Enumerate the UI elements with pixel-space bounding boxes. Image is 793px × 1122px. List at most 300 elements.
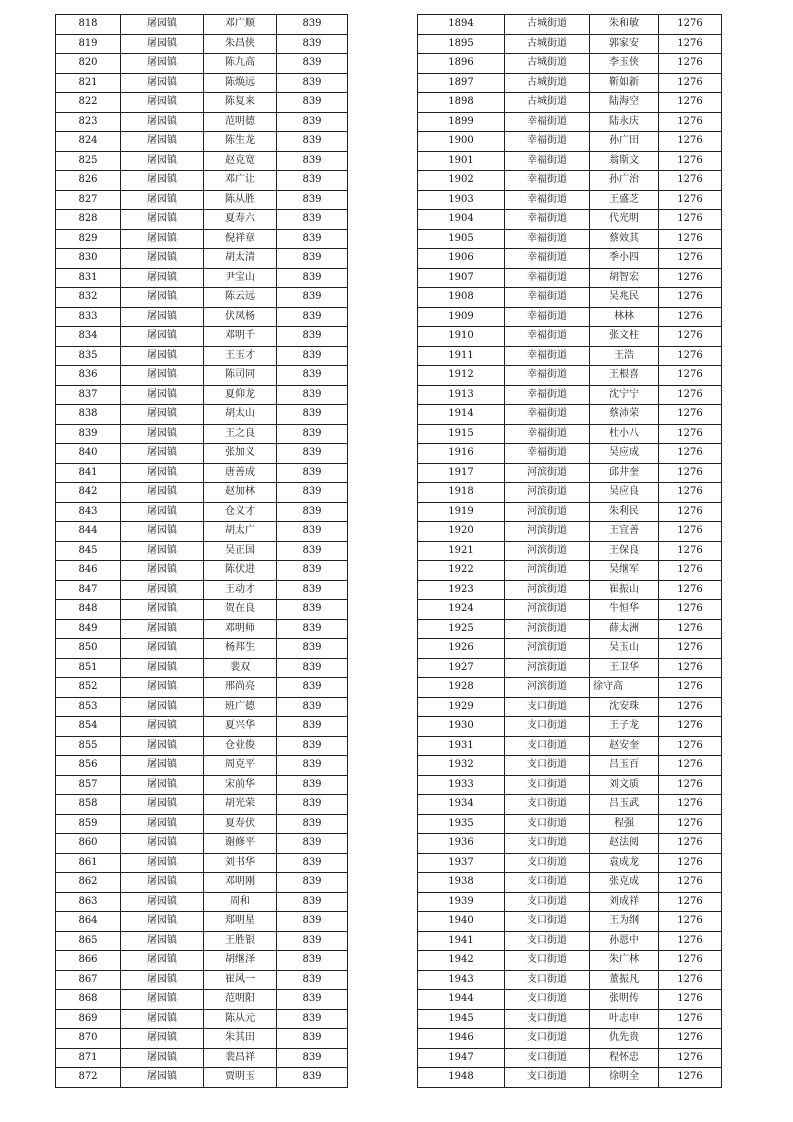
person-name-cell: 陆永庆 xyxy=(590,112,659,132)
amount-cell: 1276 xyxy=(659,541,722,561)
amount-cell: 839 xyxy=(277,697,348,717)
town-cell: 幸福街道 xyxy=(505,112,590,132)
serial-number-cell: 1918 xyxy=(418,483,505,503)
table-row xyxy=(56,678,348,698)
table-row xyxy=(56,327,348,347)
town-cell: 屠园镇 xyxy=(121,463,204,483)
amount-cell: 1276 xyxy=(659,639,722,659)
serial-number-cell: 1910 xyxy=(418,327,505,347)
table-row xyxy=(56,93,348,113)
amount-cell: 1276 xyxy=(659,15,722,35)
table-row xyxy=(418,561,722,581)
table-row xyxy=(418,990,722,1010)
person-name-cell: 王动才 xyxy=(204,580,277,600)
town-cell: 屠园镇 xyxy=(121,307,204,327)
person-name-cell: 叶志申 xyxy=(590,1009,659,1029)
serial-number-cell: 1899 xyxy=(418,112,505,132)
serial-number-cell: 1898 xyxy=(418,93,505,113)
amount-cell: 839 xyxy=(277,34,348,54)
town-cell: 屠园镇 xyxy=(121,639,204,659)
serial-number-cell: 1938 xyxy=(418,873,505,893)
serial-number-cell: 1925 xyxy=(418,619,505,639)
person-name-cell: 胡太山 xyxy=(204,405,277,425)
person-name-cell: 程怀忠 xyxy=(590,1048,659,1068)
table-row xyxy=(56,132,348,152)
town-cell: 支口街道 xyxy=(505,1048,590,1068)
serial-number-cell: 1924 xyxy=(418,600,505,620)
town-cell: 河滨街道 xyxy=(505,522,590,542)
amount-cell: 839 xyxy=(277,931,348,951)
town-cell: 幸福街道 xyxy=(505,385,590,405)
serial-number-cell: 1929 xyxy=(418,697,505,717)
town-cell: 屠园镇 xyxy=(121,327,204,347)
person-name-cell: 尹宝山 xyxy=(204,268,277,288)
table-row xyxy=(418,151,722,171)
amount-cell: 1276 xyxy=(659,853,722,873)
serial-number-cell: 850 xyxy=(56,639,121,659)
serial-number-cell: 857 xyxy=(56,775,121,795)
town-cell: 屠园镇 xyxy=(121,502,204,522)
table-row xyxy=(56,424,348,444)
table-row xyxy=(418,171,722,191)
serial-number-cell: 1920 xyxy=(418,522,505,542)
serial-number-cell: 1913 xyxy=(418,385,505,405)
person-name-cell: 杜小八 xyxy=(590,424,659,444)
serial-number-cell: 858 xyxy=(56,795,121,815)
amount-cell: 1276 xyxy=(659,502,722,522)
table-row xyxy=(418,34,722,54)
town-cell: 支口街道 xyxy=(505,756,590,776)
serial-number-cell: 826 xyxy=(56,171,121,191)
serial-number-cell: 1907 xyxy=(418,268,505,288)
person-name-cell: 孙恩中 xyxy=(590,931,659,951)
amount-cell: 839 xyxy=(277,1029,348,1049)
serial-number-cell: 1902 xyxy=(418,171,505,191)
town-cell: 屠园镇 xyxy=(121,970,204,990)
town-cell: 屠园镇 xyxy=(121,814,204,834)
serial-number-cell: 834 xyxy=(56,327,121,347)
table-row xyxy=(56,990,348,1010)
serial-number-cell: 1908 xyxy=(418,288,505,308)
amount-cell: 839 xyxy=(277,756,348,776)
town-cell: 屠园镇 xyxy=(121,1009,204,1029)
table-row xyxy=(56,210,348,230)
town-cell: 支口街道 xyxy=(505,834,590,854)
table-row xyxy=(418,249,722,269)
person-name-cell: 陈司同 xyxy=(204,366,277,386)
person-name-cell: 赵克宽 xyxy=(204,151,277,171)
table-row xyxy=(56,619,348,639)
table-row xyxy=(418,756,722,776)
person-name-cell: 张明传 xyxy=(590,990,659,1010)
serial-number-cell: 1919 xyxy=(418,502,505,522)
town-cell: 屠园镇 xyxy=(121,366,204,386)
amount-cell: 839 xyxy=(277,600,348,620)
town-cell: 屠园镇 xyxy=(121,15,204,35)
serial-number-cell: 848 xyxy=(56,600,121,620)
table-row xyxy=(56,73,348,93)
person-name-cell: 胡光荣 xyxy=(204,795,277,815)
person-name-cell: 范明德 xyxy=(204,112,277,132)
serial-number-cell: 1935 xyxy=(418,814,505,834)
town-cell: 屠园镇 xyxy=(121,249,204,269)
person-name-cell: 刘成祥 xyxy=(590,892,659,912)
town-cell: 幸福街道 xyxy=(505,327,590,347)
amount-cell: 839 xyxy=(277,15,348,35)
town-cell: 幸福街道 xyxy=(505,268,590,288)
serial-number-cell: 1916 xyxy=(418,444,505,464)
person-name-cell: 翁斯文 xyxy=(590,151,659,171)
town-cell: 支口街道 xyxy=(505,1009,590,1029)
person-name-cell: 王子龙 xyxy=(590,717,659,737)
table-row xyxy=(56,756,348,776)
amount-cell: 839 xyxy=(277,151,348,171)
town-cell: 屠园镇 xyxy=(121,756,204,776)
person-name-cell: 夏寿六 xyxy=(204,210,277,230)
person-name-cell: 邓广顺 xyxy=(204,15,277,35)
person-name-cell: 陈云远 xyxy=(204,288,277,308)
table-row xyxy=(418,463,722,483)
amount-cell: 1276 xyxy=(659,288,722,308)
amount-cell: 839 xyxy=(277,54,348,74)
serial-number-cell: 853 xyxy=(56,697,121,717)
person-name-cell: 王保良 xyxy=(590,541,659,561)
amount-cell: 839 xyxy=(277,736,348,756)
amount-cell: 839 xyxy=(277,775,348,795)
town-cell: 幸福街道 xyxy=(505,288,590,308)
town-cell: 河滨街道 xyxy=(505,502,590,522)
table-row xyxy=(418,775,722,795)
amount-cell: 839 xyxy=(277,132,348,152)
amount-cell: 1276 xyxy=(659,249,722,269)
table-row xyxy=(56,541,348,561)
serial-number-cell: 831 xyxy=(56,268,121,288)
serial-number-cell: 846 xyxy=(56,561,121,581)
person-name-cell: 伏凤杨 xyxy=(204,307,277,327)
amount-cell: 839 xyxy=(277,424,348,444)
person-name-cell: 谢修平 xyxy=(204,834,277,854)
amount-cell: 839 xyxy=(277,249,348,269)
table-row xyxy=(418,912,722,932)
town-cell: 支口街道 xyxy=(505,1029,590,1049)
amount-cell: 1276 xyxy=(659,366,722,386)
table-row xyxy=(56,483,348,503)
town-cell: 屠园镇 xyxy=(121,444,204,464)
serial-number-cell: 820 xyxy=(56,54,121,74)
town-cell: 古城街道 xyxy=(505,15,590,35)
person-name-cell: 沈安珠 xyxy=(590,697,659,717)
serial-number-cell: 1926 xyxy=(418,639,505,659)
table-row xyxy=(418,444,722,464)
table-row xyxy=(418,112,722,132)
serial-number-cell: 821 xyxy=(56,73,121,93)
town-cell: 幸福街道 xyxy=(505,249,590,269)
amount-cell: 839 xyxy=(277,366,348,386)
serial-number-cell: 1912 xyxy=(418,366,505,386)
serial-number-cell: 870 xyxy=(56,1029,121,1049)
person-name-cell: 胡继泽 xyxy=(204,951,277,971)
table-row xyxy=(418,502,722,522)
serial-number-cell: 847 xyxy=(56,580,121,600)
town-cell: 屠园镇 xyxy=(121,775,204,795)
person-name-cell: 孙广田 xyxy=(590,132,659,152)
table-row xyxy=(418,483,722,503)
amount-cell: 1276 xyxy=(659,678,722,698)
town-cell: 幸福街道 xyxy=(505,229,590,249)
amount-cell: 839 xyxy=(277,346,348,366)
serial-number-cell: 1906 xyxy=(418,249,505,269)
town-cell: 河滨街道 xyxy=(505,619,590,639)
person-name-cell: 赵法阅 xyxy=(590,834,659,854)
table-row xyxy=(418,658,722,678)
amount-cell: 839 xyxy=(277,73,348,93)
amount-cell: 1276 xyxy=(659,405,722,425)
town-cell: 屠园镇 xyxy=(121,132,204,152)
person-name-cell: 朱利民 xyxy=(590,502,659,522)
person-name-cell: 赵加林 xyxy=(204,483,277,503)
town-cell: 屠园镇 xyxy=(121,678,204,698)
town-cell: 支口街道 xyxy=(505,1068,590,1088)
amount-cell: 1276 xyxy=(659,385,722,405)
amount-cell: 1276 xyxy=(659,658,722,678)
amount-cell: 1276 xyxy=(659,814,722,834)
town-cell: 屠园镇 xyxy=(121,990,204,1010)
town-cell: 支口街道 xyxy=(505,814,590,834)
table-row xyxy=(418,327,722,347)
table-row xyxy=(56,171,348,191)
table-row xyxy=(56,912,348,932)
town-cell: 屠园镇 xyxy=(121,229,204,249)
serial-number-cell: 1901 xyxy=(418,151,505,171)
amount-cell: 1276 xyxy=(659,600,722,620)
person-name-cell: 邓明千 xyxy=(204,327,277,347)
table-row xyxy=(56,853,348,873)
table-row xyxy=(418,385,722,405)
person-name-cell: 裴昌祥 xyxy=(204,1048,277,1068)
table-row xyxy=(418,580,722,600)
amount-cell: 839 xyxy=(277,463,348,483)
table-row xyxy=(418,1009,722,1029)
amount-cell: 839 xyxy=(277,619,348,639)
person-name-cell: 王为纲 xyxy=(590,912,659,932)
person-name-cell: 王玉才 xyxy=(204,346,277,366)
table-row xyxy=(418,639,722,659)
table-row xyxy=(418,346,722,366)
serial-number-cell: 1930 xyxy=(418,717,505,737)
amount-cell: 839 xyxy=(277,93,348,113)
table-row xyxy=(418,307,722,327)
left-table xyxy=(55,14,348,1088)
person-name-cell: 宋前华 xyxy=(204,775,277,795)
town-cell: 幸福街道 xyxy=(505,151,590,171)
serial-number-cell: 819 xyxy=(56,34,121,54)
amount-cell: 1276 xyxy=(659,834,722,854)
amount-cell: 1276 xyxy=(659,1009,722,1029)
amount-cell: 839 xyxy=(277,405,348,425)
person-name-cell: 张加义 xyxy=(204,444,277,464)
serial-number-cell: 833 xyxy=(56,307,121,327)
table-row xyxy=(56,366,348,386)
amount-cell: 839 xyxy=(277,522,348,542)
table-row xyxy=(418,951,722,971)
person-name-cell: 邓广让 xyxy=(204,171,277,191)
town-cell: 支口街道 xyxy=(505,970,590,990)
amount-cell: 839 xyxy=(277,814,348,834)
person-name-cell: 王胜银 xyxy=(204,931,277,951)
serial-number-cell: 864 xyxy=(56,912,121,932)
serial-number-cell: 837 xyxy=(56,385,121,405)
serial-number-cell: 822 xyxy=(56,93,121,113)
serial-number-cell: 835 xyxy=(56,346,121,366)
table-row xyxy=(418,619,722,639)
table-row xyxy=(56,717,348,737)
table-row xyxy=(56,249,348,269)
town-cell: 屠园镇 xyxy=(121,834,204,854)
serial-number-cell: 866 xyxy=(56,951,121,971)
town-cell: 屠园镇 xyxy=(121,580,204,600)
town-cell: 古城街道 xyxy=(505,73,590,93)
amount-cell: 839 xyxy=(277,951,348,971)
town-cell: 屠园镇 xyxy=(121,658,204,678)
person-name-cell: 赵安奎 xyxy=(590,736,659,756)
person-name-cell: 邱井奎 xyxy=(590,463,659,483)
person-name-cell: 裴双 xyxy=(204,658,277,678)
serial-number-cell: 1928 xyxy=(418,678,505,698)
town-cell: 河滨街道 xyxy=(505,658,590,678)
amount-cell: 839 xyxy=(277,190,348,210)
serial-number-cell: 829 xyxy=(56,229,121,249)
town-cell: 屠园镇 xyxy=(121,931,204,951)
town-cell: 屠园镇 xyxy=(121,210,204,230)
town-cell: 支口街道 xyxy=(505,912,590,932)
serial-number-cell: 860 xyxy=(56,834,121,854)
town-cell: 屠园镇 xyxy=(121,873,204,893)
serial-number-cell: 859 xyxy=(56,814,121,834)
town-cell: 幸福街道 xyxy=(505,190,590,210)
amount-cell: 1276 xyxy=(659,931,722,951)
serial-number-cell: 1900 xyxy=(418,132,505,152)
amount-cell: 839 xyxy=(277,268,348,288)
table-row xyxy=(418,1068,722,1088)
serial-number-cell: 852 xyxy=(56,678,121,698)
person-name-cell: 徐守高 xyxy=(590,678,659,698)
person-name-cell: 王之良 xyxy=(204,424,277,444)
person-name-cell: 吕玉武 xyxy=(590,795,659,815)
serial-number-cell: 1941 xyxy=(418,931,505,951)
town-cell: 屠园镇 xyxy=(121,697,204,717)
table-row xyxy=(418,970,722,990)
amount-cell: 839 xyxy=(277,873,348,893)
person-name-cell: 倪祥章 xyxy=(204,229,277,249)
person-name-cell: 崔风一 xyxy=(204,970,277,990)
town-cell: 屠园镇 xyxy=(121,385,204,405)
table-row xyxy=(56,405,348,425)
serial-number-cell: 1931 xyxy=(418,736,505,756)
serial-number-cell: 1933 xyxy=(418,775,505,795)
serial-number-cell: 824 xyxy=(56,132,121,152)
table-row xyxy=(418,93,722,113)
table-row xyxy=(56,834,348,854)
town-cell: 屠园镇 xyxy=(121,288,204,308)
serial-number-cell: 855 xyxy=(56,736,121,756)
serial-number-cell: 836 xyxy=(56,366,121,386)
person-name-cell: 董振凡 xyxy=(590,970,659,990)
serial-number-cell: 840 xyxy=(56,444,121,464)
table-row xyxy=(418,210,722,230)
amount-cell: 839 xyxy=(277,112,348,132)
serial-number-cell: 1946 xyxy=(418,1029,505,1049)
table-row xyxy=(418,405,722,425)
table-row xyxy=(418,190,722,210)
table-row xyxy=(418,1048,722,1068)
serial-number-cell: 1927 xyxy=(418,658,505,678)
serial-number-cell: 825 xyxy=(56,151,121,171)
table-row xyxy=(56,522,348,542)
town-cell: 屠园镇 xyxy=(121,483,204,503)
table-row xyxy=(56,600,348,620)
serial-number-cell: 1923 xyxy=(418,580,505,600)
serial-number-cell: 1932 xyxy=(418,756,505,776)
person-name-cell: 朱和敏 xyxy=(590,15,659,35)
person-name-cell: 仇先贵 xyxy=(590,1029,659,1049)
person-name-cell: 孙广治 xyxy=(590,171,659,191)
amount-cell: 1276 xyxy=(659,483,722,503)
amount-cell: 1276 xyxy=(659,268,722,288)
table-row xyxy=(56,1009,348,1029)
serial-number-cell: 863 xyxy=(56,892,121,912)
amount-cell: 1276 xyxy=(659,717,722,737)
town-cell: 河滨街道 xyxy=(505,463,590,483)
town-cell: 支口街道 xyxy=(505,892,590,912)
person-name-cell: 吴应成 xyxy=(590,444,659,464)
person-name-cell: 陈九高 xyxy=(204,54,277,74)
amount-cell: 839 xyxy=(277,892,348,912)
town-cell: 屠园镇 xyxy=(121,424,204,444)
town-cell: 屠园镇 xyxy=(121,268,204,288)
serial-number-cell: 1942 xyxy=(418,951,505,971)
table-row xyxy=(56,561,348,581)
serial-number-cell: 1939 xyxy=(418,892,505,912)
serial-number-cell: 1914 xyxy=(418,405,505,425)
serial-number-cell: 1936 xyxy=(418,834,505,854)
serial-number-cell: 1937 xyxy=(418,853,505,873)
table-row xyxy=(418,73,722,93)
town-cell: 支口街道 xyxy=(505,775,590,795)
person-name-cell: 陈从元 xyxy=(204,1009,277,1029)
table-row xyxy=(56,346,348,366)
serial-number-cell: 1940 xyxy=(418,912,505,932)
town-cell: 屠园镇 xyxy=(121,561,204,581)
amount-cell: 1276 xyxy=(659,619,722,639)
amount-cell: 1276 xyxy=(659,210,722,230)
person-name-cell: 陈生龙 xyxy=(204,132,277,152)
town-cell: 屠园镇 xyxy=(121,54,204,74)
serial-number-cell: 856 xyxy=(56,756,121,776)
town-cell: 屠园镇 xyxy=(121,951,204,971)
serial-number-cell: 1894 xyxy=(418,15,505,35)
amount-cell: 1276 xyxy=(659,951,722,971)
town-cell: 古城街道 xyxy=(505,93,590,113)
town-cell: 幸福街道 xyxy=(505,132,590,152)
amount-cell: 1276 xyxy=(659,756,722,776)
serial-number-cell: 1922 xyxy=(418,561,505,581)
serial-number-cell: 1921 xyxy=(418,541,505,561)
amount-cell: 1276 xyxy=(659,190,722,210)
person-name-cell: 朱广林 xyxy=(590,951,659,971)
town-cell: 屠园镇 xyxy=(121,112,204,132)
town-cell: 屠园镇 xyxy=(121,93,204,113)
town-cell: 屠园镇 xyxy=(121,73,204,93)
